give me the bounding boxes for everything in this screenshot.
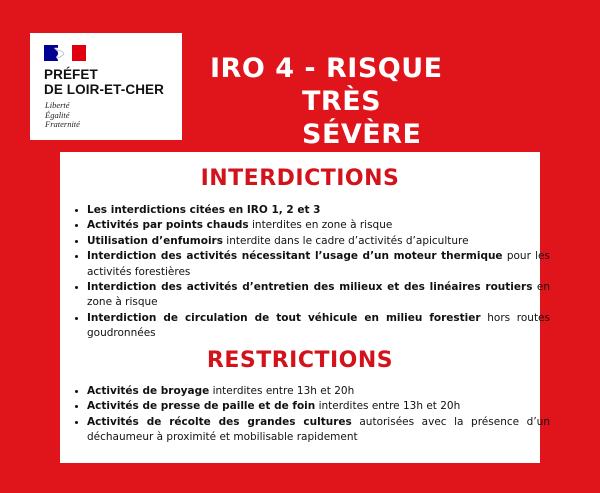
prefecture-title-line2: DE LOIR-ET-CHER (44, 82, 165, 97)
restrictions-title: RESTRICTIONS (206, 348, 394, 373)
list-item (87, 249, 550, 280)
motto-fraternite: Fraternité (45, 119, 80, 129)
headline-line2: TRÈS SÉVÈRE (302, 86, 422, 150)
item-text: interdites entre 13h et 20h (315, 400, 461, 413)
item-text: interdite dans le cadre d’activités d’apiculture (222, 234, 469, 247)
prefecture-title (44, 67, 164, 97)
interdictions-list (72, 203, 550, 342)
list-item (87, 280, 550, 311)
list-item (87, 399, 550, 414)
list-item (87, 234, 550, 249)
item-bold: Interdiction des activités nécessitant l’usage d’un moteur thermique (87, 250, 503, 263)
flag-red (72, 45, 86, 61)
list-item (87, 415, 550, 446)
item-bold: Activités par points chauds (87, 219, 249, 232)
item-bold: Activités de récolte des grandes cultures (87, 415, 352, 428)
interdictions-title: INTERDICTIONS (200, 166, 400, 191)
restrictions-list (72, 384, 550, 446)
list-item (87, 218, 550, 233)
item-bold: Activités de broyage (87, 385, 210, 397)
item-bold: Les interdictions citées en IRO 1, 2 et 3 (87, 204, 321, 216)
motto-egalite: Égalité (45, 109, 70, 120)
republic-motto (45, 101, 80, 130)
item-text: en zone à risque (87, 281, 550, 309)
measures-card (60, 152, 550, 463)
item-text: interdites en zone à risque (248, 219, 393, 232)
item-bold: Interdiction de circulation de tout véhicule en milieu forestier (87, 311, 481, 324)
list-item (87, 311, 550, 342)
item-text: autorisées avec la présence d’un déchaumeur à proximité et mobilisable rapidement (87, 415, 550, 444)
item-text: hors routes goudronnées (87, 311, 550, 340)
item-text: pour les activités forestières (87, 250, 550, 278)
prefecture-logo (30, 33, 182, 140)
list-item (87, 203, 550, 218)
item-bold: Activités de presse de paille et de foin (87, 400, 316, 413)
prefecture-title-line1: PRÉFET (44, 67, 98, 82)
headline-line1: IRO 4 - RISQUE (210, 53, 443, 84)
item-bold: Utilisation d’enfumoirs (87, 234, 223, 247)
item-bold: Interdiction des activités d’entretien des milieux et des linéaires routiers (87, 281, 533, 294)
motto-liberte: Liberté (45, 100, 70, 110)
list-item (87, 384, 550, 399)
flag-graphic (44, 45, 86, 61)
item-text: interdites entre 13h et 20h (209, 385, 355, 397)
risk-headline (202, 52, 502, 151)
flag-blue (44, 45, 58, 61)
marianne-flag-icon (44, 45, 86, 61)
